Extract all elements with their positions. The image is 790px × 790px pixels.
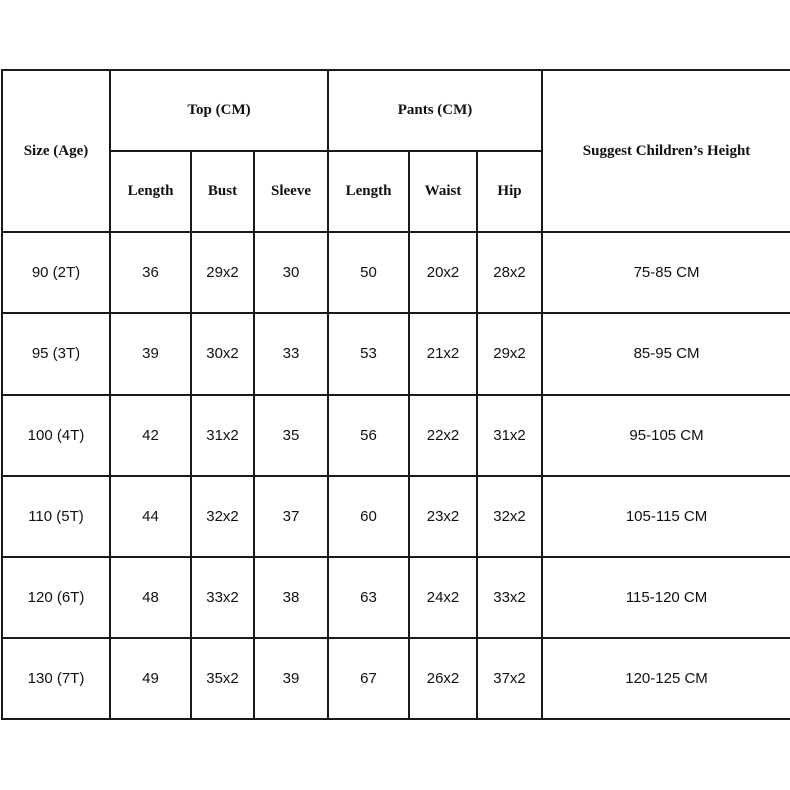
cell-pants-length: 56 [328, 395, 409, 476]
cell-size: 130 (7T) [2, 638, 110, 719]
cell-top-length: 39 [110, 313, 191, 394]
cell-sleeve: 37 [254, 476, 328, 557]
table-row [2, 557, 790, 638]
cell-bust: 30x2 [191, 313, 254, 394]
cell-height: 120-125 CM [542, 638, 790, 719]
table-row [2, 638, 790, 719]
cell-size: 100 (4T) [2, 395, 110, 476]
cell-top-length: 36 [110, 232, 191, 313]
header-pants-group: Pants (CM) [328, 70, 542, 151]
cell-size: 95 (3T) [2, 313, 110, 394]
cell-hip: 28x2 [477, 232, 542, 313]
cell-sleeve: 39 [254, 638, 328, 719]
header-pants-hip: Hip [477, 151, 542, 232]
cell-top-length: 42 [110, 395, 191, 476]
cell-sleeve: 33 [254, 313, 328, 394]
cell-hip: 32x2 [477, 476, 542, 557]
cell-height: 105-115 CM [542, 476, 790, 557]
cell-height: 85-95 CM [542, 313, 790, 394]
header-top-sleeve: Sleeve [254, 151, 328, 232]
cell-top-length: 49 [110, 638, 191, 719]
cell-sleeve: 35 [254, 395, 328, 476]
header-top-bust: Bust [191, 151, 254, 232]
cell-bust: 29x2 [191, 232, 254, 313]
cell-waist: 20x2 [409, 232, 477, 313]
header-row-groups [2, 70, 790, 151]
cell-waist: 26x2 [409, 638, 477, 719]
cell-waist: 21x2 [409, 313, 477, 394]
cell-sleeve: 38 [254, 557, 328, 638]
cell-waist: 22x2 [409, 395, 477, 476]
cell-top-length: 48 [110, 557, 191, 638]
cell-pants-length: 50 [328, 232, 409, 313]
cell-height: 115-120 CM [542, 557, 790, 638]
table-row [2, 395, 790, 476]
cell-bust: 33x2 [191, 557, 254, 638]
header-top-length: Length [110, 151, 191, 232]
table-row [2, 232, 790, 313]
cell-bust: 35x2 [191, 638, 254, 719]
cell-hip: 29x2 [477, 313, 542, 394]
cell-pants-length: 60 [328, 476, 409, 557]
cell-top-length: 44 [110, 476, 191, 557]
header-children-height: Suggest Children’s Height [542, 70, 790, 232]
header-pants-length: Length [328, 151, 409, 232]
table-row [2, 476, 790, 557]
cell-waist: 24x2 [409, 557, 477, 638]
cell-size: 110 (5T) [2, 476, 110, 557]
header-pants-waist: Waist [409, 151, 477, 232]
header-size-age: Size (Age) [2, 70, 110, 232]
cell-bust: 31x2 [191, 395, 254, 476]
cell-hip: 37x2 [477, 638, 542, 719]
cell-hip: 31x2 [477, 395, 542, 476]
cell-sleeve: 30 [254, 232, 328, 313]
cell-hip: 33x2 [477, 557, 542, 638]
cell-pants-length: 67 [328, 638, 409, 719]
header-top-group: Top (CM) [110, 70, 328, 151]
cell-bust: 32x2 [191, 476, 254, 557]
cell-height: 95-105 CM [542, 395, 790, 476]
cell-pants-length: 63 [328, 557, 409, 638]
cell-waist: 23x2 [409, 476, 477, 557]
cell-size: 120 (6T) [2, 557, 110, 638]
cell-pants-length: 53 [328, 313, 409, 394]
table-row [2, 313, 790, 394]
size-chart-table [1, 69, 790, 720]
cell-size: 90 (2T) [2, 232, 110, 313]
cell-height: 75-85 CM [542, 232, 790, 313]
